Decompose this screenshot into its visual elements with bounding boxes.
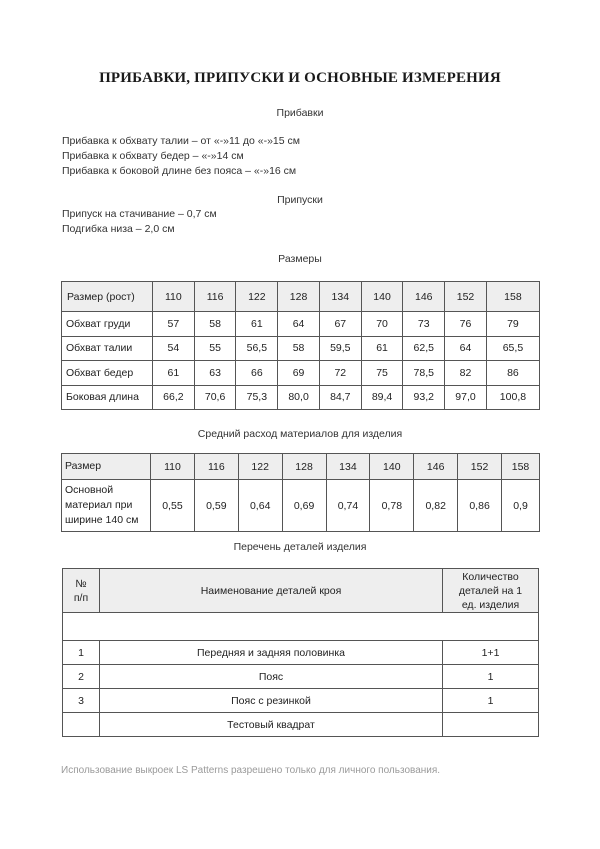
part-name: Передняя и задняя половинка <box>100 641 443 665</box>
table-row <box>62 312 540 337</box>
row-label: Обхват талии <box>62 336 153 361</box>
header-line: Количество <box>462 570 519 583</box>
size-header-cell: 116 <box>194 282 236 312</box>
table-cell: 66,2 <box>153 385 195 410</box>
table-cell: 79 <box>486 312 539 337</box>
part-number <box>63 713 100 737</box>
allowance-line: Прибавка к обхвату талии – от «-»11 до «-»15 см <box>62 135 300 147</box>
table-row <box>62 336 540 361</box>
part-number: 3 <box>63 689 100 713</box>
parts-table <box>62 568 539 737</box>
material-header-label: Размер <box>62 454 151 480</box>
part-number: 1 <box>63 641 100 665</box>
header-line: ед. изделия <box>461 598 520 611</box>
table-cell: 72 <box>319 361 361 386</box>
header-line: № <box>75 577 87 590</box>
table-cell: 82 <box>445 361 487 386</box>
size-header-cell: 128 <box>282 454 326 480</box>
seams-heading: Припуски <box>277 194 323 206</box>
seam-line: Припуск на стачивание – 0,7 см <box>62 208 217 220</box>
table-cell: 70 <box>361 312 403 337</box>
table-cell: 86 <box>486 361 539 386</box>
size-header-cell: 122 <box>238 454 282 480</box>
table-cell: 0,55 <box>151 480 195 532</box>
size-header-cell: 140 <box>361 282 403 312</box>
table-header-row <box>63 569 539 613</box>
part-name: Пояс с резинкой <box>100 689 443 713</box>
size-header-cell: 140 <box>370 454 414 480</box>
table-cell: 93,2 <box>403 385 445 410</box>
table-cell: 64 <box>445 336 487 361</box>
row-label: Обхват бедер <box>62 361 153 386</box>
table-cell: 61 <box>361 336 403 361</box>
size-header-cell: 134 <box>326 454 370 480</box>
table-cell: 64 <box>278 312 320 337</box>
table-cell: 0,78 <box>370 480 414 532</box>
table-cell: 89,4 <box>361 385 403 410</box>
allowances-heading: Прибавки <box>276 107 324 119</box>
empty-cell <box>63 613 539 641</box>
size-header-cell: 146 <box>403 282 445 312</box>
table-cell: 0,9 <box>502 480 540 532</box>
size-header-cell: 122 <box>236 282 278 312</box>
table-cell: 84,7 <box>319 385 361 410</box>
table-cell: 78,5 <box>403 361 445 386</box>
table-row <box>63 713 539 737</box>
row-label-line: ширине 140 см <box>65 514 139 526</box>
table-cell: 97,0 <box>445 385 487 410</box>
material-heading: Средний расход материалов для изделия <box>197 428 403 440</box>
size-header-cell: 128 <box>278 282 320 312</box>
table-row <box>63 665 539 689</box>
allowance-line: Прибавка к боковой длине без пояса – «-»16 см <box>62 165 297 177</box>
table-cell: 0,64 <box>238 480 282 532</box>
size-header-cell: 158 <box>502 454 540 480</box>
table-cell: 75,3 <box>236 385 278 410</box>
size-header-cell: 158 <box>486 282 539 312</box>
size-header-cell: 152 <box>445 282 487 312</box>
table-cell: 59,5 <box>319 336 361 361</box>
empty-row <box>63 613 539 641</box>
table-cell: 0,82 <box>414 480 458 532</box>
table-cell: 58 <box>194 312 236 337</box>
seams-list <box>62 207 217 237</box>
size-header-cell: 152 <box>458 454 502 480</box>
part-name: Тестовый квадрат <box>100 713 443 737</box>
table-cell: 100,8 <box>486 385 539 410</box>
row-label: Боковая длина <box>62 385 153 410</box>
table-cell: 70,6 <box>194 385 236 410</box>
table-cell: 56,5 <box>236 336 278 361</box>
row-label <box>62 480 151 532</box>
allowance-line: Прибавка к обхвату бедер – «-»14 см <box>62 150 244 162</box>
size-header-cell: 146 <box>414 454 458 480</box>
table-cell: 54 <box>153 336 195 361</box>
col-name-header: Наименование деталей кроя <box>100 569 443 613</box>
material-table <box>61 453 540 532</box>
allowances-list <box>62 134 300 179</box>
table-row <box>63 641 539 665</box>
part-number: 2 <box>63 665 100 689</box>
part-qty <box>443 713 539 737</box>
table-cell: 65,5 <box>486 336 539 361</box>
size-header-cell: 134 <box>319 282 361 312</box>
row-label-line: материал при <box>65 499 133 511</box>
part-qty: 1 <box>443 665 539 689</box>
sizes-heading: Размеры <box>278 253 322 265</box>
col-number-header <box>63 569 100 613</box>
table-cell: 73 <box>403 312 445 337</box>
header-line: деталей на 1 <box>458 584 523 597</box>
row-label: Обхват груди <box>62 312 153 337</box>
table-cell: 69 <box>278 361 320 386</box>
usage-notice: Использование выкроек LS Patterns разрешено только для личного пользования. <box>61 765 441 776</box>
row-label-line: Основной <box>65 484 114 496</box>
table-cell: 0,86 <box>458 480 502 532</box>
size-header-cell: 116 <box>194 454 238 480</box>
table-cell: 58 <box>278 336 320 361</box>
table-row <box>62 480 540 532</box>
table-cell: 62,5 <box>403 336 445 361</box>
table-cell: 80,0 <box>278 385 320 410</box>
size-header-cell: 110 <box>151 454 195 480</box>
table-cell: 61 <box>236 312 278 337</box>
table-cell: 61 <box>153 361 195 386</box>
table-cell: 0,59 <box>194 480 238 532</box>
table-cell: 0,69 <box>282 480 326 532</box>
table-header-row <box>62 282 540 312</box>
table-cell: 63 <box>194 361 236 386</box>
table-cell: 76 <box>445 312 487 337</box>
sizes-table <box>61 281 540 410</box>
table-header-row <box>62 454 540 480</box>
part-qty: 1+1 <box>443 641 539 665</box>
page-title: ПРИБАВКИ, ПРИПУСКИ И ОСНОВНЫЕ ИЗМЕРЕНИЯ <box>99 70 501 86</box>
table-cell: 67 <box>319 312 361 337</box>
table-row <box>62 385 540 410</box>
table-cell: 57 <box>153 312 195 337</box>
table-cell: 75 <box>361 361 403 386</box>
table-row <box>62 361 540 386</box>
table-row <box>63 689 539 713</box>
part-name: Пояс <box>100 665 443 689</box>
seam-line: Подгибка низа – 2,0 см <box>62 223 175 235</box>
size-header-cell: 110 <box>153 282 195 312</box>
part-qty: 1 <box>443 689 539 713</box>
table-cell: 55 <box>194 336 236 361</box>
sizes-header-label: Размер (рост) <box>62 282 153 312</box>
header-line: п/п <box>73 591 89 604</box>
parts-heading: Перечень деталей изделия <box>233 541 367 553</box>
table-cell: 0,74 <box>326 480 370 532</box>
col-qty-header <box>443 569 539 613</box>
table-cell: 66 <box>236 361 278 386</box>
